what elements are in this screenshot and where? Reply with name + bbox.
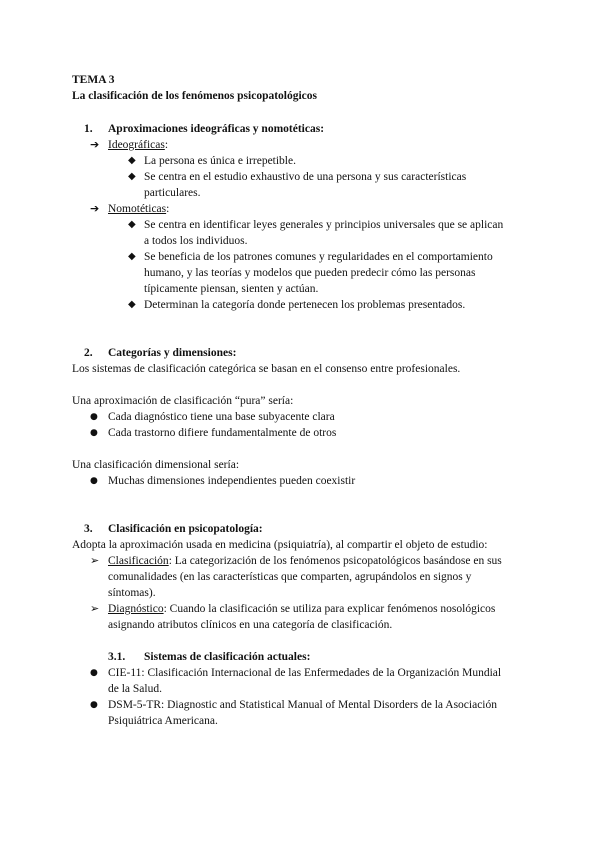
diamond-bullet-icon: ◆ (128, 219, 136, 230)
section-1-heading: Aproximaciones ideográficas y nomotéticas: (108, 123, 325, 135)
dsm-line-1: DSM-5-TR: Diagnostic and Statistical Manual of Mental Disorders de la Asociación (108, 699, 498, 711)
nomoteticas-label: Nomotéticas (108, 203, 167, 215)
nomo-item-2-line-2: humano, y las teorías y modelos que pueden predecir cómo las personas (144, 267, 476, 279)
chevron-arrow-icon: ➢ (90, 602, 100, 615)
section-3-intro: Adopta la aproximación usada en medicina (psiquiatría), al compartir el objeto de estudio: (72, 539, 488, 551)
clasificacion-line-1 (108, 553, 502, 569)
diamond-bullet-icon: ◆ (128, 155, 136, 166)
colon: : (168, 555, 172, 567)
ideograficas-term (108, 137, 168, 153)
dot-bullet-icon: ● (90, 412, 98, 422)
nomo-item-1-line-1: Se centra en identificar leyes generales y principios universales que se aplican (144, 219, 504, 231)
chevron-arrow-icon: ➢ (90, 554, 100, 567)
ideo-item-2-line-2: particulares. (144, 187, 201, 199)
colon: : (163, 603, 167, 615)
subsection-3-1-number: 3.1. (108, 651, 126, 663)
nomo-item-2-line-3: típicamente piensan, sienten y actúan. (144, 283, 319, 295)
doc-subtitle: La clasificación de los fenómenos psicopatológicos (72, 90, 318, 102)
section-3-number: 3. (84, 523, 93, 535)
nomoteticas-term (108, 201, 169, 217)
diagnostico-label: Diagnóstico (108, 603, 164, 615)
dim-intro: Una clasificación dimensional sería: (72, 459, 240, 471)
diamond-bullet-icon: ◆ (128, 299, 136, 310)
cie-line-2: de la Salud. (108, 683, 162, 695)
doc-title: TEMA 3 (72, 74, 115, 86)
clasificacion-line-2: comunalidades (en las características que comparten, agrupándolos en signos y (108, 571, 472, 583)
diagnostico-text: Cuando la clasificación se utiliza para explicar fenómenos nosológicos (169, 603, 496, 615)
clasificacion-text: La categorización de los fenómenos psicopatológicos basándose en sus (174, 555, 502, 567)
colon: : (164, 139, 169, 151)
pura-item-1: Cada diagnóstico tiene una base subyacente clara (108, 411, 335, 423)
dot-bullet-icon: ● (90, 668, 98, 678)
diamond-bullet-icon: ◆ (128, 251, 136, 262)
section-1-number: 1. (84, 123, 93, 135)
colon: : (166, 203, 170, 215)
ideo-item-1: La persona es única e irrepetible. (144, 155, 296, 167)
section-2-heading: Categorías y dimensiones: (108, 347, 237, 359)
nomo-item-1-line-2: a todos los individuos. (144, 235, 248, 247)
pura-item-2: Cada trastorno difiere fundamentalmente de otros (108, 427, 337, 439)
section-2-intro: Los sistemas de clasificación categórica se basan en el consenso entre profesionales. (72, 363, 461, 375)
diagnostico-line-2: asignando atributos clínicos en una categoría de clasificación. (108, 619, 393, 631)
diamond-bullet-icon: ◆ (128, 171, 136, 182)
arrow-icon: ➔ (90, 138, 100, 151)
cie-line-1: CIE-11: Clasificación Internacional de las Enfermedades de la Organización Mundial (108, 667, 502, 679)
nomo-item-3: Determinan la categoría donde pertenecen los problemas presentados. (144, 299, 466, 311)
section-2-number: 2. (84, 347, 93, 359)
section-3-heading: Clasificación en psicopatología: (108, 523, 263, 535)
dot-bullet-icon: ● (90, 700, 98, 710)
ideograficas-label: Ideográficas (108, 139, 165, 151)
arrow-icon: ➔ (90, 202, 100, 215)
ideo-item-2-line-1: Se centra en el estudio exhaustivo de una persona y sus características (144, 171, 467, 183)
clasificacion-line-3: síntomas). (108, 587, 156, 599)
dim-item-1: Muchas dimensiones independientes pueden coexistir (108, 475, 356, 487)
pura-intro: Una aproximación de clasificación “pura” sería: (72, 395, 294, 407)
dsm-line-2: Psiquiátrica Americana. (108, 715, 218, 727)
subsection-3-1-heading: Sistemas de clasificación actuales: (144, 651, 311, 663)
dot-bullet-icon: ● (90, 428, 98, 438)
dot-bullet-icon: ● (90, 476, 98, 486)
clasificacion-label: Clasificación (108, 555, 169, 567)
nomo-item-2-line-1: Se beneficia de los patrones comunes y regularidades en el comportamiento (144, 251, 493, 263)
diagnostico-line-1 (108, 601, 495, 617)
